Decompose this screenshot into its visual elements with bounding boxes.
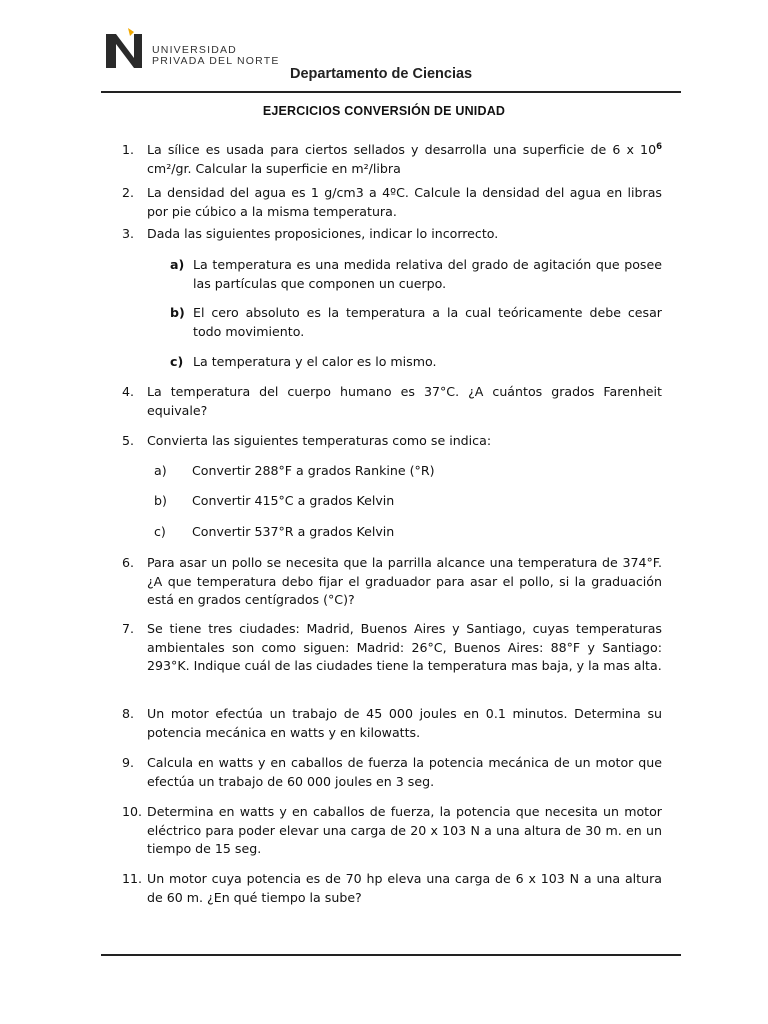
exercise-7	[122, 620, 662, 676]
option-text: La temperatura es una medida relativa del grado de agitación que posee las partículas que componen un cuerpo.	[193, 257, 662, 291]
exercise-9	[122, 754, 662, 791]
exercise-number: 5.	[122, 433, 135, 448]
exercise-5-option-a	[154, 462, 646, 481]
upn-logo-icon	[104, 28, 146, 70]
exercise-number: 10.	[122, 804, 143, 819]
option-text: Convertir 288°F a grados Rankine (°R)	[192, 463, 435, 478]
exercise-8	[122, 705, 662, 742]
superscript: 6	[656, 141, 662, 152]
exercise-number: 7.	[122, 621, 135, 636]
exercise-11	[122, 870, 662, 907]
exercise-text: Un motor efectúa un trabajo de 45 000 joules en 0.1 minutos. Determina su potencia mecánica en watts y en kilowatts.	[147, 706, 662, 740]
exercise-text: La temperatura del cuerpo humano es 37°C. ¿A cuántos grados Farenheit equivale?	[147, 384, 662, 418]
header-divider	[101, 91, 681, 93]
option-text: Convertir 537°R a grados Kelvin	[192, 524, 395, 539]
exercise-10	[122, 803, 662, 859]
option-text: Convertir 415°C a grados Kelvin	[192, 493, 395, 508]
exercise-text: Para asar un pollo se necesita que la parrilla alcance una temperatura de 374°F. ¿A que temperatura debo fijar el graduador para asar el pollo, si la graduación está en grados centígrados (°C)?	[147, 555, 662, 607]
exercise-text: La densidad del agua es 1 g/cm3 a 4ºC. Calcule la densidad del agua en libras por pie cúbico a la misma temperatura.	[147, 185, 662, 219]
option-label: a)	[170, 257, 185, 272]
exercise-text: Un motor cuya potencia es de 70 hp eleva una carga de 6 x 103 N a una altura de 60 m. ¿En qué tiempo la sube?	[147, 871, 662, 905]
exercise-number: 3.	[122, 226, 135, 241]
option-label: c)	[170, 354, 184, 369]
exercise-number: 9.	[122, 755, 135, 770]
option-label: b)	[170, 305, 185, 320]
option-label: c)	[154, 524, 166, 539]
exercise-6	[122, 554, 662, 610]
exercise-text: Calcula en watts y en caballos de fuerza la potencia mecánica de un motor que efectúa un trabajo de 60 000 joules en 3 seg.	[147, 755, 662, 789]
exercise-5	[122, 432, 662, 451]
exercise-3-option-b	[170, 304, 662, 341]
exercise-3-option-a	[170, 256, 662, 293]
exercise-number: 2.	[122, 185, 135, 200]
exercise-number: 1.	[122, 142, 135, 157]
department-title: Departamento de Ciencias	[290, 66, 473, 82]
exercise-text: Se tiene tres ciudades: Madrid, Buenos Aires y Santiago, cuyas temperaturas ambientales son como siguen: Madrid: 26°C, Buenos Aires: 88°F y Santiago: 293°K. Indique cuál de las ciudades tiene la temperatura mas baja, y la mas alta.	[147, 621, 662, 673]
exercise-number: 8.	[122, 706, 135, 721]
university-logo	[104, 14, 294, 70]
university-name-line1: UNIVERSIDAD	[152, 44, 237, 56]
option-label: a)	[154, 463, 167, 478]
exercise-text: Convierta las siguientes temperaturas como se indica:	[147, 433, 492, 448]
exercise-text: La sílice es usada para ciertos sellados y desarrolla una superficie de 6 x $10^6$ cm²/gr. Calcular la superficie en m²/libra	[147, 141, 662, 176]
footer-divider	[101, 954, 681, 956]
exercise-3	[122, 225, 662, 244]
exercise-text: Determina en watts y en caballos de fuerza, la potencia que necesita un motor eléctrico para poder elevar una carga de 20 x 103 N a una altura de 30 m. en un tiempo de 15 seg.	[147, 804, 662, 856]
exercise-number: 4.	[122, 384, 135, 399]
exercise-2	[122, 184, 662, 221]
exercise-number: 11.	[122, 871, 143, 886]
university-name-line2: PRIVADA DEL NORTE	[152, 55, 280, 67]
option-label: b)	[154, 493, 167, 508]
option-text: La temperatura y el calor es lo mismo.	[193, 354, 437, 369]
exercise-1	[122, 141, 662, 178]
exercise-5-option-b	[154, 492, 646, 511]
exercise-4	[122, 383, 662, 420]
exercise-number: 6.	[122, 555, 135, 570]
exercise-text: Dada las siguientes proposiciones, indicar lo incorrecto.	[147, 226, 499, 241]
exercise-5-option-c	[154, 523, 646, 542]
exercise-3-option-c	[170, 353, 662, 372]
option-text: El cero absoluto es la temperatura a la cual teóricamente debe cesar todo movimiento.	[193, 305, 662, 339]
page-title: EJERCICIOS CONVERSIÓN DE UNIDAD	[262, 104, 506, 118]
